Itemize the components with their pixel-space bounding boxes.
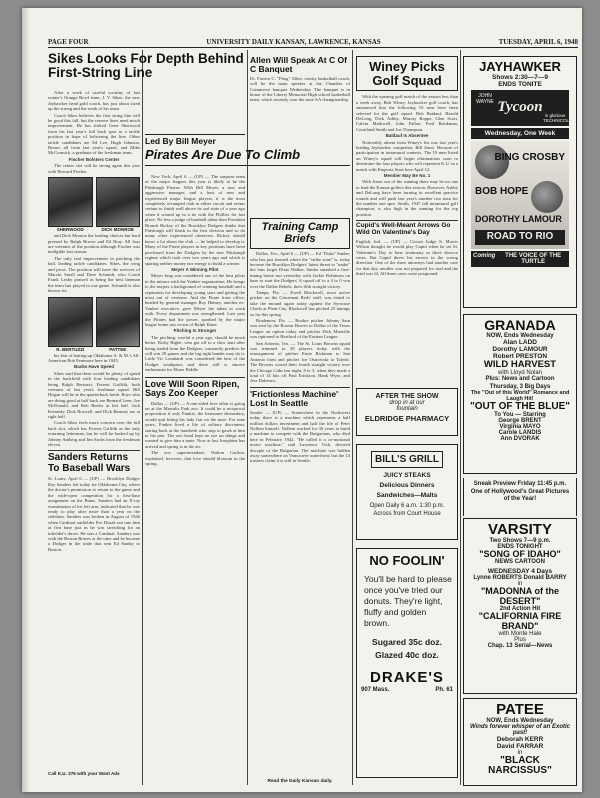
sikes-paragraph: The center slot will be strong again this year with Howard Fischer (48, 163, 140, 174)
golf-text-block (356, 94, 458, 217)
patee-title: PATEE (496, 701, 544, 718)
column-rule (352, 50, 353, 785)
drakes-contact (361, 687, 453, 693)
sikes-paragraph: Coach Sikes believes the first string line will be good this fall, but the reserve lines need much improvement. He has shifted Gene Sherwood from his last year's full back spot to a tackle position in hope of bolstering the line. Other tackle candidates are Ed Lee, Hugh Johnson, Bouse, all from last year's squad, and Mike McCormick, a graduate of the freshman team. (48, 112, 140, 156)
sikes-subhead: Backs Have Speed (73, 364, 115, 370)
drakes-price-glazed: Glazed 40c doz. (375, 649, 439, 660)
training-paragraph: Bradenton, Fla. — Rookie pitcher Johnny Sain was sent by the Boston Braves to Dallas of the Texas League on option today and pitcher Dick Manville was optioned to Hartford of the Eastern League. (250, 317, 350, 340)
ad-line: Robert PRESTON (492, 352, 548, 360)
sikes-story-cont (48, 233, 140, 293)
ad-line: Two Shows 7—9 p.m. (489, 537, 551, 544)
ad-line: with Lloyd Nolan (497, 369, 543, 376)
meyer-paragraph: New York, April 6 — (UP) — The surprise team of the major leagues this year is likely to be the Pittsburgh Pirates. With Bill Meyer, a new and aggressive manager, and a host of new and experienced major league players, it is the most completely revamped club in either circuit and seems certain to finish well above its sad state of a year ago when it wound up in a tie with the Phillies for last place. No less a judge of baseball talent than President Branch Rickey of the Brooklyn Dodgers thinks that Pittsburgh will finish in the first division and so do many other experienced observers. Rickey should know a lot about the club — he helped to develop it. Many of the Pirate players in key positions have been purchased from the Dodgers by the new Pittsburgh regime which took over two years ago and which is sparing neither money nor energy to build a winner. (145, 174, 245, 266)
sikes-story-end (48, 353, 140, 448)
page-number: PAGE FOUR (48, 38, 89, 46)
granada-title: GRANADA (484, 317, 556, 333)
golf-paragraph: Noticeably absent from Winey's list was last year's leading Jayhawker competitor, Bill Jones. Because of participation in intramural contests. The 10 men listed on Winey's squad will begin eliminations soon to determine the four players who will represent K.U. in a match with Emporia State here April 12. (356, 139, 458, 172)
drakes-copy: You'll be hard to please once you've tried our donuts. They're light, fluffy and golden brown. (364, 573, 452, 628)
photo-image (48, 177, 93, 227)
ad-line: Dorothy LAMOUR (492, 345, 548, 353)
varsity-title: VARSITY (488, 521, 552, 538)
ad-line: Thursday, 3 Big Days (489, 383, 551, 390)
meyer-headline: Pirates Are Due To Climb (145, 148, 350, 166)
ad-line: Lynne ROBERTS Donald BARRY (473, 575, 567, 582)
sikes-paragraph: and Dick Monroe the leading choices but hard pressed by Ralph Brown and Ed Bray. All four are veterans of the position although Fischer was ineligible last season. (48, 233, 140, 255)
cupid-text: English, Ind. — (UP) — Circuit Judge S. Morris Wilson thought he would play Cupid when he set St. Valentine's Day to hear testimony in three divorce cases. But Cupid threw his arrows in the wrong direction. One of the three attorneys had another case for that day, another was not prepared for trial and the third was ill. All three cases were postponed. (356, 238, 458, 277)
ad-line: Plus: News and Cartoon (485, 375, 555, 382)
photo-image (48, 297, 93, 347)
meyer-subhead: Meyer A Winning Pilot (171, 266, 219, 272)
baseball-headline: Sanders Returns To Baseball Wars (48, 452, 131, 474)
frictionless-text: Seattle — (UP) — Somewhere in the Northwest today there is a machine which represents a half million dollars investment and half the life of Peter Nollem himself. Nollem worked for 30 years to build a machine to compete with the Bulgarians, who died here in February 1942. "He called it a co-motional motor machine," said Lawrence Vick, devoted disciple of the Bulgarian. The machine was hidden away somewhere on Vancouver waterfront; but the 14 trustees claim it is still in Seattle. (250, 409, 350, 464)
wild-harvest-title: WILD HARVEST (483, 358, 557, 370)
jayhawker-title: JAYHAWKER (479, 59, 561, 74)
ad-line: Virginia MAYO (499, 424, 541, 431)
eldridge-pharmacy-ad (356, 388, 458, 436)
song-of-idaho-title: "SONG OF IDAHO" (479, 548, 561, 559)
black-narcissus-title: "BLACK NARCISSUS" (488, 754, 552, 777)
drakes-bakery-ad (356, 548, 458, 778)
tycoon-star: JOHN WAYNE (476, 92, 494, 105)
dorothy-lamour-name: DOROTHY LAMOUR (475, 213, 562, 224)
allen-story (250, 56, 350, 148)
jayhawker-theater-ad (463, 56, 577, 308)
photo-bertuzzi (48, 297, 93, 352)
coming-label: Coming (473, 252, 496, 259)
allen-headline: Allen Will Speak At C Of C Banquet (250, 56, 347, 74)
photo-caption: DICK MONROE (101, 227, 134, 233)
meyer-text-block (145, 174, 245, 373)
meyer-column-title: Led By Bill Meyer (145, 134, 245, 146)
frictionless-headline: 'Frictionless Machine' Lost In Seattle (250, 388, 339, 408)
ad-line: Plus (514, 636, 526, 643)
ad-line: AFTER THE SHOW (375, 393, 439, 400)
drakes-logo: DRAKE'S (370, 668, 444, 686)
ad-line: Winds forever whisper of an Exotic past! (470, 723, 570, 736)
golf-paragraph: With the opening golf match of the season less than a week away, Bob Winey, Jayhawker golf coach, has announced that the following 10 men have been selected for the golf squad: Bob Baidauf, Harold DeLong, Dick Ashby, Murray Roppe, Glen Scott, Calvin Markwell, John Fallon, Fred Brinkman, Courtland Smith and Joe Thompson. (356, 94, 458, 132)
ad-line: Across from Court House (373, 511, 441, 517)
sikes-paragraph: The only real improvement in patching the ball, leading tackle candidates. Sikes, the wing and pivot. The position will have the services of Marvin Small and Dave Schmidt, who Coach Frank Leahy praised as being the best lineman the team has played in one game. Schmidt is also known for (48, 255, 140, 294)
photo-caption: R. BERTUZZI (56, 346, 85, 352)
ad-line: George BRENT (498, 418, 542, 425)
patee-theater-ad (463, 698, 577, 786)
photo-pattee (96, 297, 141, 352)
sikes-paragraph: his feat of batting up Oklahoma A. & M.'s All-American Bob Fenimore here in 1945. (48, 352, 140, 363)
frictionless-story (250, 387, 350, 464)
photo-caption: PATTEE (109, 346, 127, 352)
out-of-the-blue-title: "OUT OF THE BLUE" (469, 400, 571, 412)
photo-monroe (96, 177, 141, 232)
sneak-preview-ad (463, 478, 577, 516)
drakes-phone: Ph. 61 (435, 687, 453, 694)
training-headline-box (250, 218, 350, 249)
ad-line: David FARRAR (496, 742, 544, 750)
varsity-theater-ad (463, 518, 577, 694)
meyer-paragraph: The pitching, woeful a year ago, should be much better. Kirby Higbe, who got off to a slow start after being traded from the Dodgers, constantly predicts he will win 20 games and the big right hander may do it. Little Vic Lombardi was considered the best of the Dodger southpaws and there still is sincere enthusiasm for Elmer Riddle. (145, 334, 245, 373)
bob-hope-name: BOB HOPE (475, 185, 529, 197)
ad-line: WEDNESDAY 4 Days (487, 568, 553, 576)
issue-date: TUESDAY, APRIL 6, 1948 (498, 38, 578, 46)
road-to-rio-art (471, 141, 569, 249)
tycoon-banner (471, 90, 576, 126)
sneak-preview-text: Sneak Preview Friday 11:45 p.m. One of Hollywood's Great Pictures of the Year! (470, 481, 570, 502)
ad-line: ENDS TONIGHT (497, 543, 543, 550)
training-headline: Training Camp Briefs (261, 221, 339, 245)
ad-line: NOW, Ends Wednesday (486, 332, 554, 339)
ad-line: Chap. 13 Serial—News (487, 642, 553, 649)
ad-line: The "Out of this World" Romance and Laugh Hit! (470, 389, 570, 402)
cupid-story (356, 220, 458, 276)
tycoon-title: Tycoon (497, 99, 543, 116)
photo-row-2 (48, 297, 140, 352)
ad-line: fountain (396, 406, 418, 412)
granada-theater-ad (463, 314, 577, 474)
photo-row-1 (48, 177, 140, 232)
photo-caption: SHERWOOD (56, 227, 84, 233)
meyer-subhead: Pitching Is Stronger (173, 328, 217, 334)
road-to-rio-title: ROAD TO RIO (475, 230, 565, 245)
tycoon-color: in glorious TECHNICOLOR (543, 112, 576, 123)
sikes-paragraph: Sikes said that there would be plenty of speed in the backfield with four leading candidates being Ralph Bertuzzi, Forrest Griffith, both veterans of last year's freshman squad. Bill Hogan will be at the quarterback berth. Boys who are doing good at half back are Bernard Leen, Joe McDonald, and Bob Beeler at left half. Jack Kennedy, Dick Boswell, and Dick Ramsey are at right half. (48, 370, 140, 420)
column-rule (142, 50, 143, 785)
allen-text: Dr. Forrest C. "Phog" Allen, varsity basketball coach, will be the main speaker at the Chamber of Commerce banquet Wednesday. The banquet is in honor of the Liberty Memorial High school basketball team, which recently won the state AA championship. (250, 75, 350, 103)
love-text (145, 401, 245, 467)
meyer-headline-block (145, 148, 350, 172)
love-story (145, 377, 245, 467)
ad-line: with Monte Hale (498, 630, 542, 637)
ad-line: Open Daily 6 a.m. 1:30 p.m. (369, 503, 445, 509)
sikes-headline: Sikes Looks For Depth Behind First-String Line (48, 51, 244, 81)
ad-line: Ann DVORAK (500, 436, 540, 443)
madonna-title: "MADONNA of the DESERT" (481, 586, 559, 606)
page-fold-shadow (22, 8, 30, 792)
meyer-paragraph: Meyer brag was considered one of the best pilots in the minors with the Yankee organization. He brings to the majors a background of winning baseball and a reputation for developing young stars and getting the most out of veterans. And the Pirate front office, headed by general manager Roy Hamey, another ex-Yankee executive, gave Meyer the talent to work with. Every department was strengthened. Last year the Pirates had the power, sparked by the major league home run crown of Ralph Kiner. (145, 273, 245, 327)
photo-image (96, 177, 141, 227)
golf-paragraph: With Jones out of the running there may be no one to lead the Kansas golfers this season. However, Ashby and DeLong have been turning in excellent practice rounds and will push last year's number two man for the number one spot. Smith, 1947 fall intramural golf champion, is also high in the running for the top position. (356, 179, 458, 217)
ad-line: ELDRIDGE PHARMACY (364, 414, 450, 423)
cupid-headline: Cupid's Well-Meant Arrows Go Wild On Valentine's Day (356, 222, 451, 237)
ad-line: Deborah KERR (496, 735, 544, 743)
sikes-paragraph: Coach Sikes feels more concern over the full back slot, which has Forrest Griffith as the only returning letterman, but he will be backed up by Johnny Amberg and Jim Sachs from the freshman eleven. (48, 420, 140, 448)
golf-subhead: Member May Be No. 1 (383, 172, 431, 178)
want-ads-footer: Call K.U. 376 with your Want Ads (48, 771, 120, 776)
training-paragraph: Tampa, Fla. — Ewell Blackwell, most active pitcher on the Cincinnati Reds' staff, was slated to take the mound again today against the Syracuse Chiefs at Plant City. Blackwell has pitched 25 innings so far this spring. (250, 289, 350, 317)
column-rule (460, 50, 461, 785)
ad-line: NOW, Ends Wednesday (486, 717, 554, 724)
golf-subhead: Baldauf Is Absentee (385, 133, 429, 139)
sikes-story (48, 90, 140, 174)
daily-kansan-footer: Read the Daily Kansan daily. (267, 779, 333, 784)
coming-banner (471, 251, 569, 267)
meyer-story (145, 174, 245, 790)
ad-line: Sandwiches—Malts (376, 492, 438, 499)
newspaper-name: UNIVERSITY DAILY KANSAN, LAWRENCE, KANSAS (206, 38, 381, 46)
bills-grill-title: BILL'S GRILL (371, 451, 443, 468)
coming-film: THE VOICE OF THE TURTLE (505, 252, 562, 265)
training-paragraph: Dallas, Tex., April 6 — (UP) — Ed "Duke" Snider, who has just learned where the "strike zone" is, today became the Brooklyn Dodgers' latest threat to "make" the fans forget Dixie Walker. Snider smashed a first-inning home run yesterday with Jackie Robinson on base to start the Dodgers' A squad off to a 4 to 0 win over the Dallas Rebels, their fifth straight victory. (250, 251, 350, 289)
drakes-price-sugared: Sugared 35c doz. (372, 636, 442, 647)
training-text-block (250, 251, 350, 384)
sikes-headline-block (48, 50, 244, 90)
training-paragraph: San Antonio, Tex. — The St. Louis Browns squad was trimmed to 29 players today with the reassignment of pitcher Ernie Rickman to San Antonio farm and pitcher Joe Ostrowski to Toledo. The Browns scored their fourth straight victory over the Chicago Cubs last night, 8 to 3, when they made a total of 14 hits off Paul Erickson, Hank Wyse, and Jess Dobernic. (250, 340, 350, 384)
ad-line: Wednesday, One Week (471, 128, 569, 139)
ad-line: in (517, 749, 523, 756)
baseball-text: St. Louis, April 6 — (UP) — Brooklyn Dodger Ray Sanders left today for Oklahoma City, where the doctor's permission to return to the game and the wide-open competition for a first-base assignment on the Bums. Sanders had an X-ray examination of his left arm, indicated that he was ready to play after more than a year on the sidelines. Sanders was broken in August of 1946 when Cardinal outfielder Erv Dusak ran into him at first base just as he was stretching for an infielder's throw. He was a Cardinal. Sanders was with the Boston Braves at the time and he became a Dodger in the trade that sent Ed Stanky to Boston. (48, 476, 140, 552)
lamour-portrait (531, 181, 563, 213)
newspaper-page (22, 8, 582, 792)
love-headline: Love Will Soon Ripen, Says Zoo Keeper (145, 378, 240, 399)
training-story (250, 218, 350, 788)
ad-line: Carole LANDIS (498, 430, 542, 437)
love-paragraph: The zoo superintendent, Walton Carlton, explained, however, that love should blossom in the spring. (145, 450, 245, 466)
masthead (48, 38, 578, 48)
photo-sherwood (48, 177, 93, 232)
bills-grill-ad (356, 444, 458, 540)
drakes-headline: NO FOOLIN' (369, 553, 445, 568)
ad-line: Alan LADD (503, 338, 537, 346)
golf-story (356, 56, 458, 386)
ad-line: To You — Starring (494, 412, 546, 419)
love-paragraph: Dallas — (UP) — A one-sided love affair is going on at the Marsalis Park zoo. It could be a reciprocal proposition if only Punkie, the lonesome dromedary, would quit biting his lady fair on the nose. For nine years, Punkie lived a life of solitary discontent, staring back at the hundreds who stop to gawk at him in his pen. The zoo head kept an eye on things and wanted to give him a mate. Now at last Josephine has arrived and spring is in the air. (145, 400, 245, 449)
ad-line: ENDS TONITE (498, 80, 542, 88)
bing-crosby-name: BING CROSBY (494, 151, 565, 163)
ad-line: in (517, 581, 523, 588)
baseball-story (48, 450, 140, 552)
sikes-subhead: Fischer Bolsters Center (68, 156, 120, 162)
ad-line: drop in at our (389, 400, 425, 406)
ad-line: JUICY STEAKS (383, 472, 431, 479)
column-sports-left (48, 90, 140, 790)
photo-image (96, 297, 141, 347)
ad-line: 2nd Action Hit (499, 606, 541, 613)
drakes-address: 907 Mass. (361, 687, 390, 694)
ad-line: NEWS CARTOON (495, 559, 545, 566)
sikes-lead: After a week of careful scrutiny of last winter's Orange Bowl team, J. V. Sikes, the new Jayhawker head gold coach, has just about sized up the strong and the weak of his team. (48, 90, 140, 112)
ad-line: Shows 2:30—7—9 (492, 73, 548, 81)
california-fire-brand-title: "CALIFORNIA FIRE BRAND" (478, 611, 562, 631)
ad-line: Delicious Dinners (379, 482, 435, 489)
golf-headline: Winey Picks Golf Squad (356, 56, 458, 91)
